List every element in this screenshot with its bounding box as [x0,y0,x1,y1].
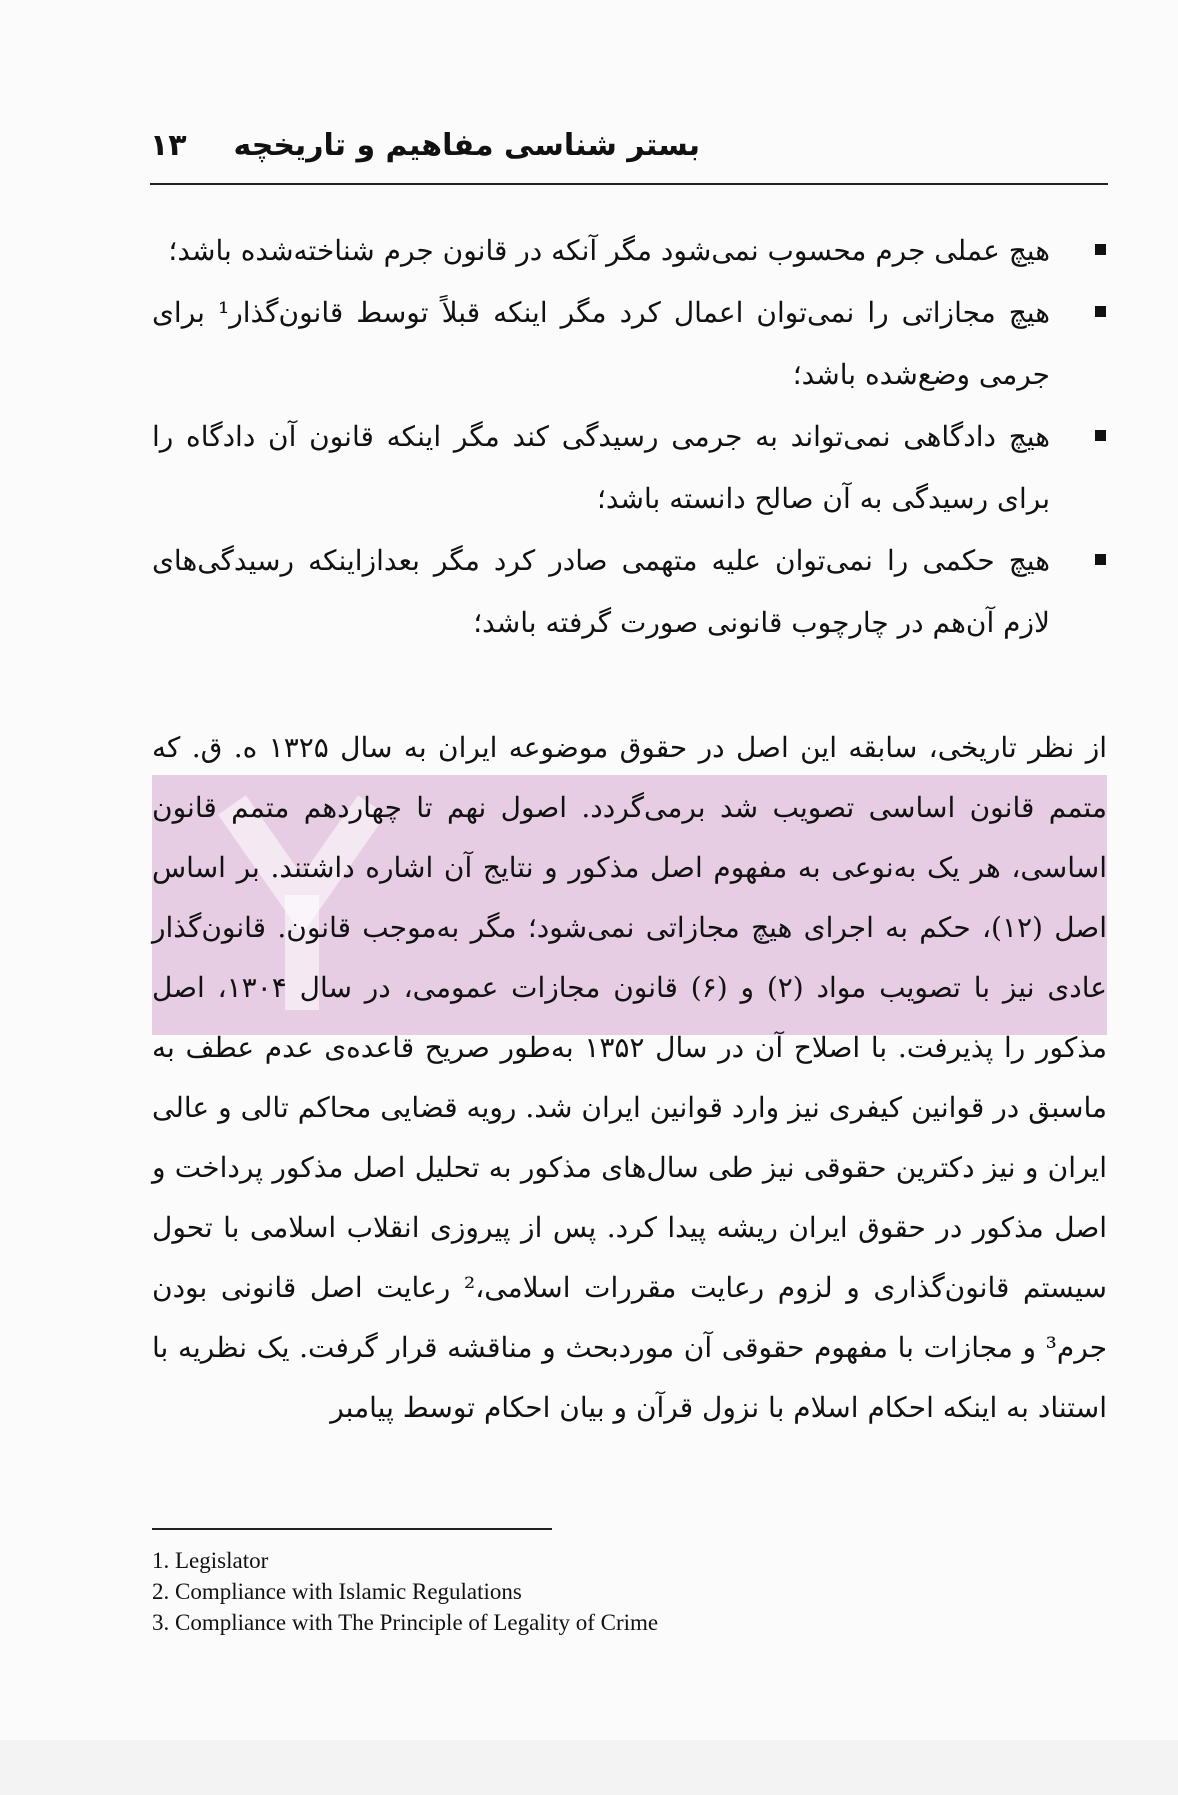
running-title: بستر شناسی مفاهیم و تاریخچه [233,128,700,163]
footnote-rule [152,1528,552,1530]
square-bullet-icon [1095,430,1106,441]
bullet-list [152,220,1050,654]
header-rule [150,183,1108,185]
bullet-text: هیچ دادگاهی نمی‌تواند به جرمی رسیدگی کند مگر اینکه قانون آن دادگاه را برای رسیدگی به آن صالح دانسته باشد؛ [152,420,1050,515]
page-header [150,128,1110,178]
footnote-item: 1. Legislator [152,1548,269,1573]
bullet-item [152,530,1050,654]
paragraph-body: که متمم قانون اساسی تصویب شد برمی‌گردد. اصول نهم تا چهاردهم متمم قانون اساسی، هر یک به‌نوعی به مفهوم اصل مذکور و نتایج آن اشاره داشتند. بر اساس اصل (۱۲)، حکم به اجرای هیچ مجازاتی نمی‌شود؛ مگر به‌موجب قانون. قانون‌گذار عادی نیز با تصویب مواد (۲) و (۶) قانون مجازات عمومی، در سال ۱۳۰۴، اصل مذکور را پذیرفت. با اصلاح آن در سال ۱۳۵۲ به‌طور صریح قاعده‌ی عدم عطف به ماسبق در قوانین کیفری نیز وارد قوانین ایران شد. رویه قضایی محاکم تالی و عالی ایران و نیز دکترین حقوقی نیز طی سال‌های مذکور به تحلیل اصل مذکور پرداخت و اصل مذکور در حقوق ایران ریشه پیدا کرد. پس از پیروزی انقلاب اسلامی با تحول سیستم قانون‌گذاری و لزوم رعایت مقررات اسلامی،² رعایت اصل قانونی بودن جرم³ و مجازات با مفهوم حقوقی آن موردبحث و مناقشه قرار گرفت. یک نظریه با استناد به اینکه احکام اسلام با نزول قرآن و بیان احکام توسط پیامبر [152,731,1108,1424]
body-paragraph [152,718,1107,1438]
bullet-text: هیچ حکمی را نمی‌توان علیه متهمی صادر کرد مگر بعدازاینکه رسیدگی‌های لازم آن‌هم در چارچوب قانونی صورت گرفته باشد؛ [152,544,1050,639]
square-bullet-icon [1095,306,1106,317]
bullet-item [152,282,1050,406]
paragraph-lead: از نظر تاریخی، سابقه این اصل در حقوق موضوعه ایران به سال ۱۳۲۵ ه. ق. [191,731,1108,764]
bullet-text: هیچ مجازاتی را نمی‌توان اعمال کرد مگر اینکه قبلاً توسط قانون‌گذار¹ برای جرمی وضع‌شده باشد؛ [152,296,1050,391]
footnote-item: 3. Compliance with The Principle of Legality of Crime [152,1610,659,1635]
square-bullet-icon [1095,554,1106,565]
bullet-item [152,220,1050,282]
bullet-item [152,406,1050,530]
footnote-item: 2. Compliance with Islamic Regulations [152,1579,522,1604]
page-bottom-margin [0,1740,1178,1795]
footnote-list [152,1545,852,1638]
page-number: ۱۳ [150,128,187,163]
bullet-text: هیچ عملی جرم محسوب نمی‌شود مگر آنکه در قانون جرم شناخته‌شده باشد؛ [168,234,1050,267]
square-bullet-icon [1095,244,1106,255]
